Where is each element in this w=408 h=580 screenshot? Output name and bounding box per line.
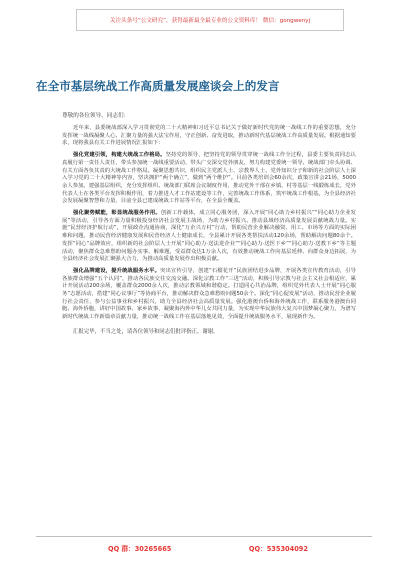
promo-banner-text: 关注头条号“公文研究”，获得最新最全最专业的公文资料库！ 微信：gongwenyj xyxy=(109,18,311,24)
paragraph-lead: 强化聚势赋能，彰显统战服务作用。 xyxy=(73,210,161,217)
paragraph-body: 近年来，县委统战部深入学习贯彻党的二十大精神和习近平总书记关于做好新时代党的统一战线工作的重要思想，充分发挥统一战线凝聚人心、汇聚力量的强大法宝作用，守正创新、奋发进取，推动新时代基层统战工作高质量发展。根据通知要求，现将我县有关工作进展情况汇报如下： xyxy=(62,125,356,147)
footer-qq-group: QQ 群：30265665 xyxy=(108,545,172,553)
footer-qq-contact: QQ：535304092 xyxy=(248,545,308,553)
document-title: 在全市基层统战工作高质量发展座谈会上的发言 xyxy=(36,79,280,93)
paragraph-body: 创新工作载体，成立同心服务团，深入开展“同心助力乡村振兴”“同心助力企业发展”等活动，引导各方面力量积极投身经济社会发展主战场，为助力乡村振兴、推动县域经济高质量发展贡献统战力量。实施“民营经济护航行动”，开展政企沟通协商，深化“万企兴万村”行动，帮助民营企业解决融资、用工、市场等方面的实际困难和问题，推动民营经济健康发展和民营经济人士健康成长，全县累计开展各类帮扶活动120余场，帮助解决问题80余个。发挥“同心”品牌效应，组织新的社会阶层人士开展“同心助力·送法进企业”“同心助力·送医下乡”“同心助力·送教下乡”等主题活动，聚焦群众急难愁盼问题办实事、解难题，受益群众达1万余人次，有效推动统战工作向基层延伸、向群众身边拓展，为全县经济社会发展汇聚强大合力，为推动高质量发展作出积极贡献。 xyxy=(62,210,356,263)
closing-remark: 汇报完毕，不当之处，请各位领导和同志们批评指正，谢谢。 xyxy=(73,328,219,335)
paragraph-party-leadership xyxy=(62,152,356,206)
paragraph-lead: 强化品牌建设，提升统战服务水平。 xyxy=(73,267,161,274)
promo-banner xyxy=(76,9,344,31)
paragraph-brand-building xyxy=(62,268,356,322)
paragraph-body: 突出宣传引导，创建“石榴花开”民族团结进步品牌，开展各类宣传教育活动，引导各族群众增强“五个认同”，推动各民族交往交流交融。深化宗教工作“三进”活动，积极引导宗教与社会主义社会相适应，累计开展活动200余场，覆盖群众2000余人次，推动宗教领域和谐稳定。打造同心共治品牌，组织党外代表人士开展“同心服务”志愿活动，搭建“同心议事厅”等协商平台，推动解决群众急难愁盼问题50余个。深化“同心促发展”活动，推动民营企业履行社会责任，参与公益事业和乡村振兴，助力全县经济社会高质量发展。强化港澳台侨和海外统战工作，联系服务港澳台同胞、海外侨胞，讲好中国故事、家乡故事，凝聚海内外中华儿女共同力量，为实现中华民族伟大复兴中国梦凝心聚力，为谱写新时代统战工作新篇章贡献力量，推动统一战线工作在基层落地见效，全面提升统战服务水平，展现新作为。 xyxy=(62,267,356,321)
footer xyxy=(108,543,308,553)
document-body xyxy=(62,112,356,336)
salutation: 尊敬的各位领导、同志们： xyxy=(62,113,130,119)
paragraph-body: 坚持党的领导，把坚持党的领导贯穿统一战线工作全过程，县委主要负责同志认真履行第一责任人责任，带头参加统一战线重要活动，带头广交深交党外朋友，努力构建党委统一领导、统战部门牵头协调、有关方面各负其责的大统战工作格局。凝聚思想共识，组织民主党派人士、宗教界人士、党外知识分子和新的社会阶层人士深入学习党的二十大精神等内容，坚决拥护“两个确立”，做到“两个维护”。目前各类培训会60余次，政策宣讲会21场，5000余人参加。建强基层组织，充分发挥组织、统战部门联席会议制度作用，推动党外干部在乡镇、村等基层一线锻炼成长，党外代表人士在各类平台发挥积极作用，着力推进人才工作站建设等工作，完善统战工作体系，筑牢统战工作根基，为全县经济社会发展凝聚智慧和力量，目前全县已建成统战工作站等平台，在全县全覆盖。 xyxy=(62,152,357,205)
paragraph-empowerment xyxy=(62,210,356,264)
paragraph-lead: 强化党建引领，构建大统战工作格局。 xyxy=(73,152,166,159)
paragraph-intro xyxy=(62,125,356,148)
footer-divider xyxy=(36,536,372,537)
